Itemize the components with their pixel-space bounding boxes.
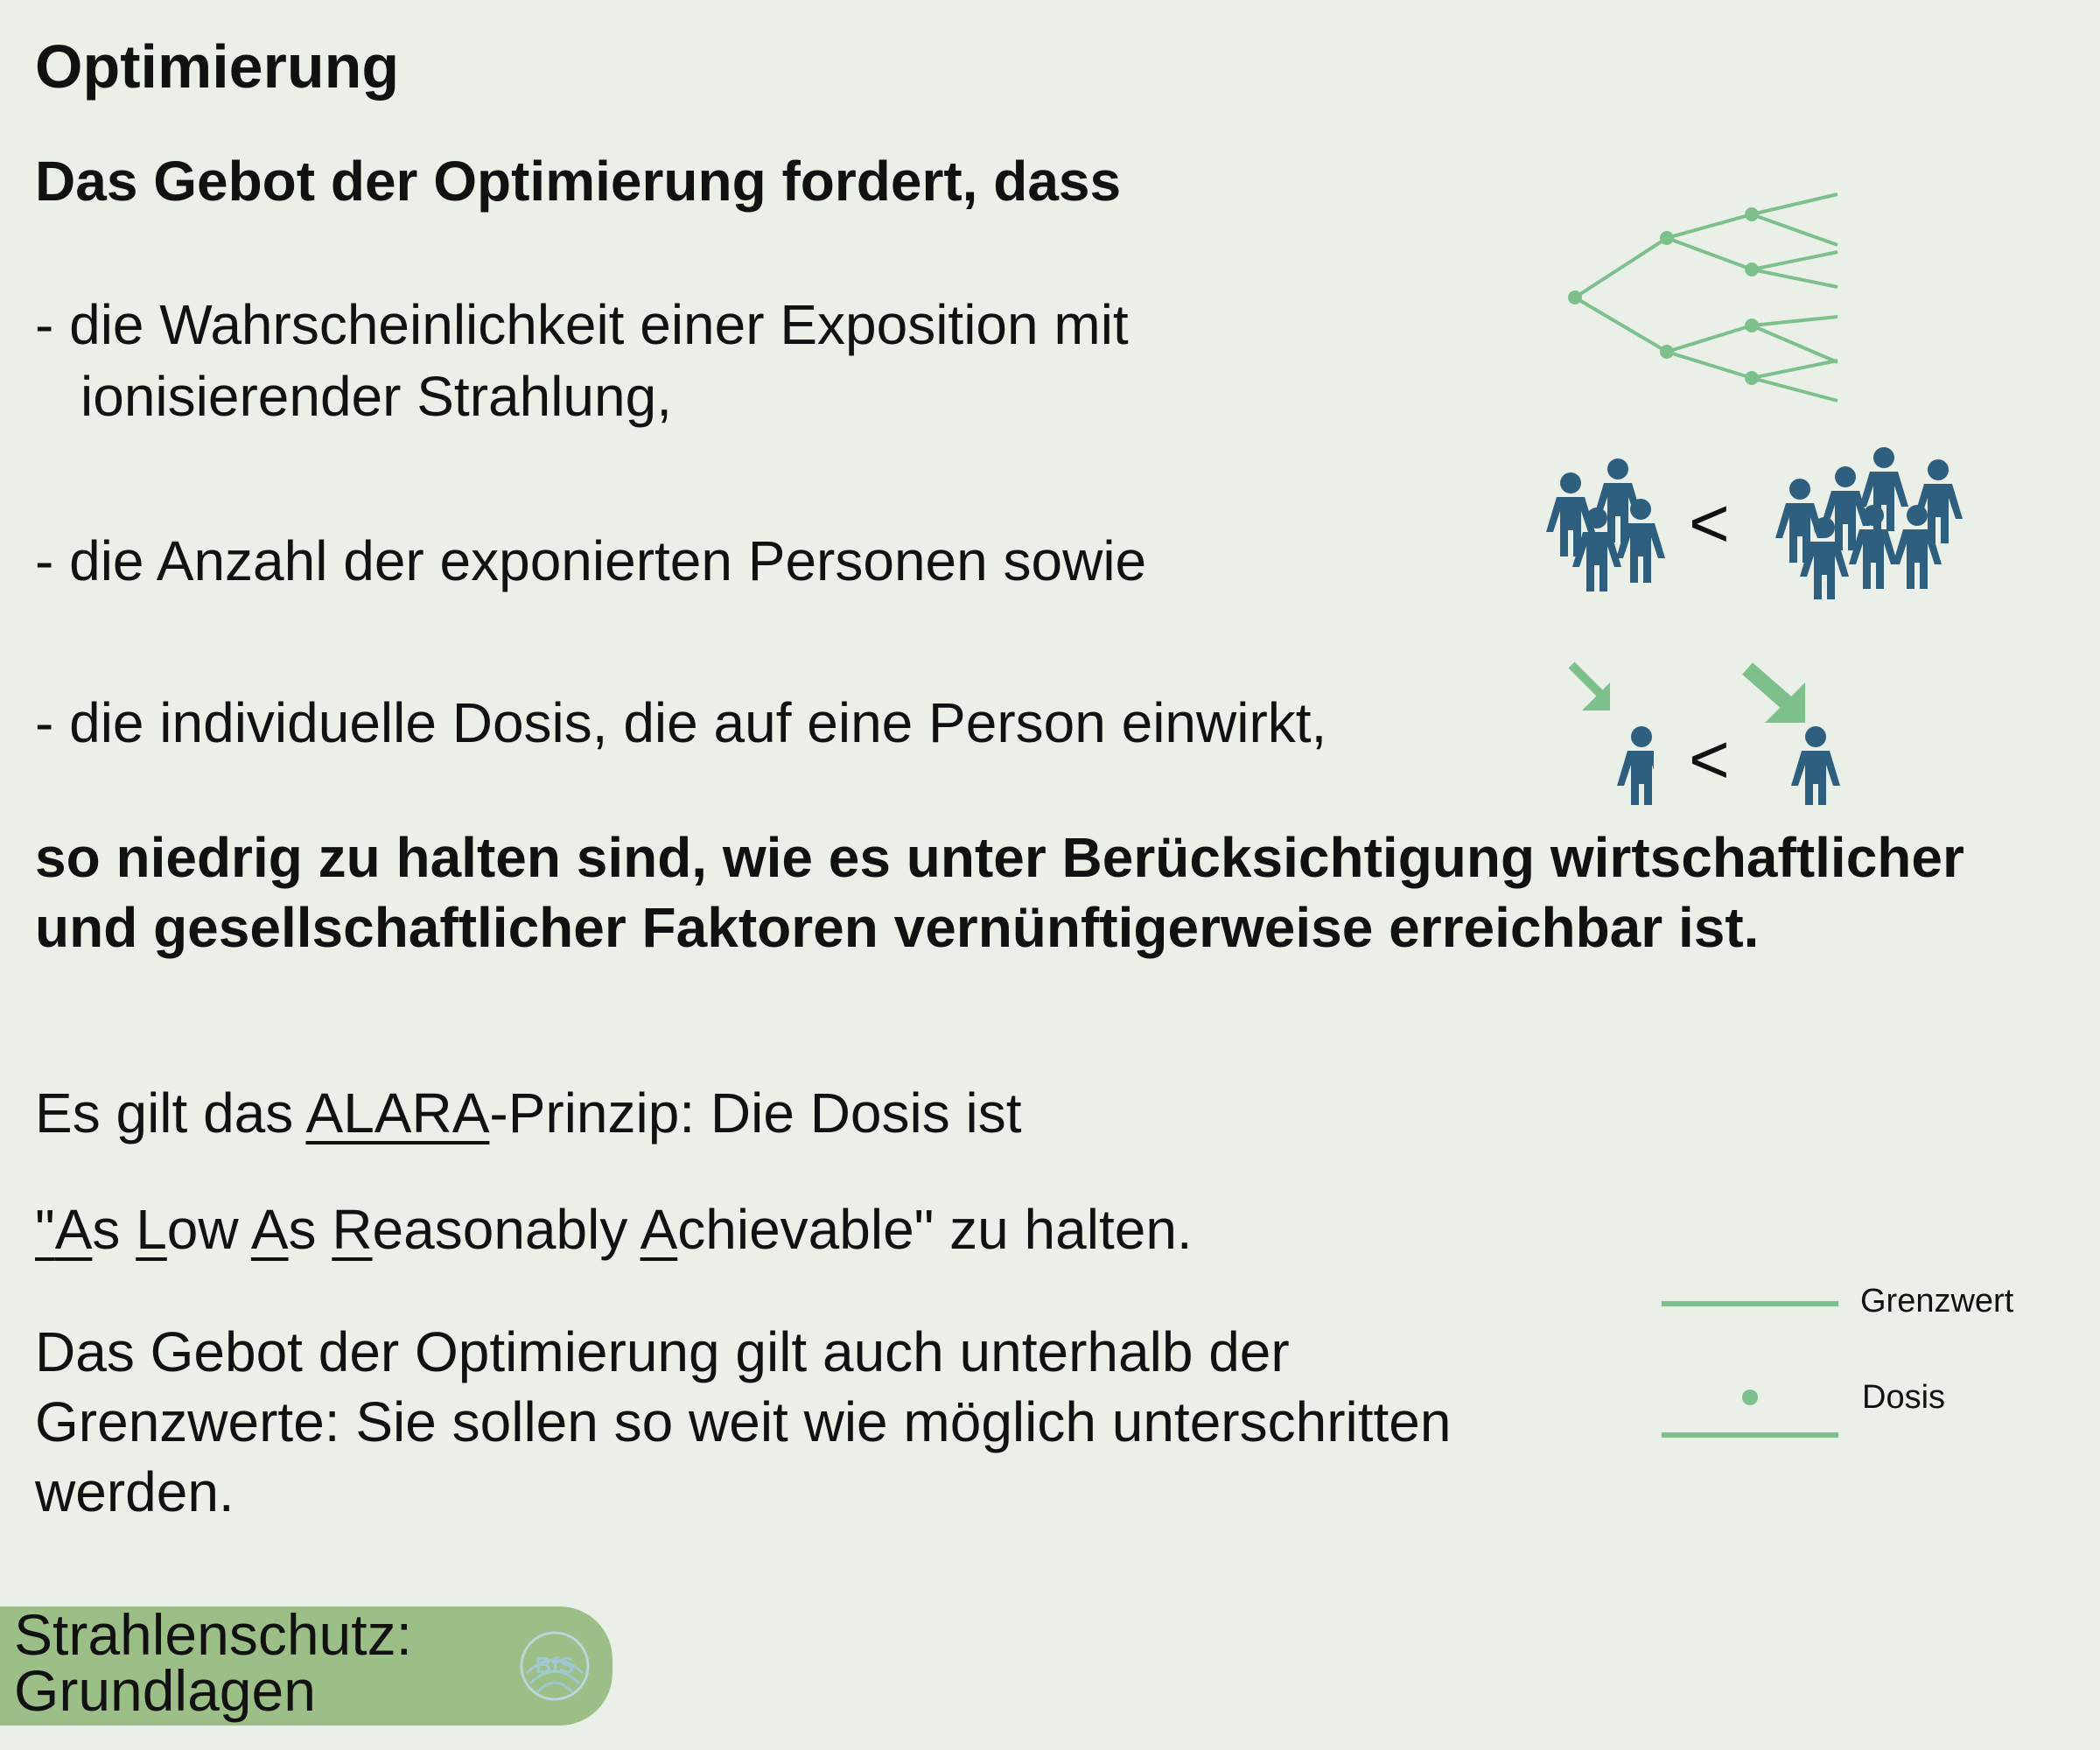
bullet-probability-line2: ionisierender Strahlung, <box>80 365 672 428</box>
letter-a2: A <box>250 1198 289 1261</box>
quote-open: " <box>35 1198 55 1261</box>
word-part: ow <box>166 1198 251 1261</box>
less-than-symbol: < <box>1689 484 1730 562</box>
footer-title <box>14 1602 412 1723</box>
people-group-icon <box>1544 455 1676 595</box>
letter-r: R <box>332 1198 373 1261</box>
person-icon <box>1617 726 1654 805</box>
bullet-probability <box>35 289 1129 432</box>
bullet-number-of-persons: - die Anzahl der exponierten Personen sowie <box>35 529 1147 592</box>
arrow-down-right-icon <box>1747 668 1805 723</box>
intro-text: Das Gebot der Optimierung fordert, dass <box>35 150 1122 213</box>
page-title: Optimierung <box>35 32 400 101</box>
conclusion-text: so niedrig zu halten sind, wie es unter Berücksichtigung wirtschaftlicher und gesellschaftlicher Faktoren vernünftigerweise erreichbar ist. <box>35 826 1964 959</box>
alara-line <box>35 1081 1022 1145</box>
bfs-logo-text: BfS <box>535 1652 575 1678</box>
word-part: chievable" zu halten. <box>677 1198 1193 1261</box>
decision-tree-icon <box>1558 184 1855 411</box>
footer-line1: Strahlenschutz: <box>14 1602 412 1667</box>
letter-a3: A <box>640 1198 678 1261</box>
letter-a1: A <box>54 1198 93 1261</box>
word-part: s <box>288 1198 332 1261</box>
small-dose-person <box>1566 656 1654 805</box>
letter-l: L <box>136 1198 167 1261</box>
legend-dosis: Dosis <box>1862 1379 1946 1416</box>
alara-expansion <box>35 1197 1193 1262</box>
alara-suffix: -Prinzip: Die Dosis ist <box>489 1082 1022 1144</box>
legend-grenzwert: Grenzwert <box>1860 1283 2014 1320</box>
dosis-dot <box>1742 1390 1758 1405</box>
person-icon <box>1791 726 1840 805</box>
bullet-individual-dose: - die individuelle Dosis, die auf eine Person einwirkt, <box>35 691 1327 754</box>
bullet-probability-line1: - die Wahrscheinlichkeit einer Exposition mit <box>35 293 1129 356</box>
less-than-symbol: < <box>1689 720 1730 798</box>
bfs-logo <box>518 1629 592 1703</box>
word-part: easonably <box>372 1198 640 1261</box>
people-group-icon <box>1772 442 1991 599</box>
alara-acronym: ALARA <box>305 1082 490 1144</box>
arrow-down-right-icon <box>1572 665 1610 710</box>
word-part: s <box>92 1198 136 1261</box>
footer-line2: Grundlagen <box>14 1658 316 1723</box>
legend-graphic <box>1658 1295 1851 1452</box>
high-dose-person <box>1737 656 1842 805</box>
below-limits-text: Das Gebot der Optimierung gilt auch unterhalb der Grenzwerte: Sie sollen so weit wie möglich unterschritten werden. <box>35 1320 1452 1523</box>
alara-prefix: Es gilt das <box>35 1082 306 1144</box>
